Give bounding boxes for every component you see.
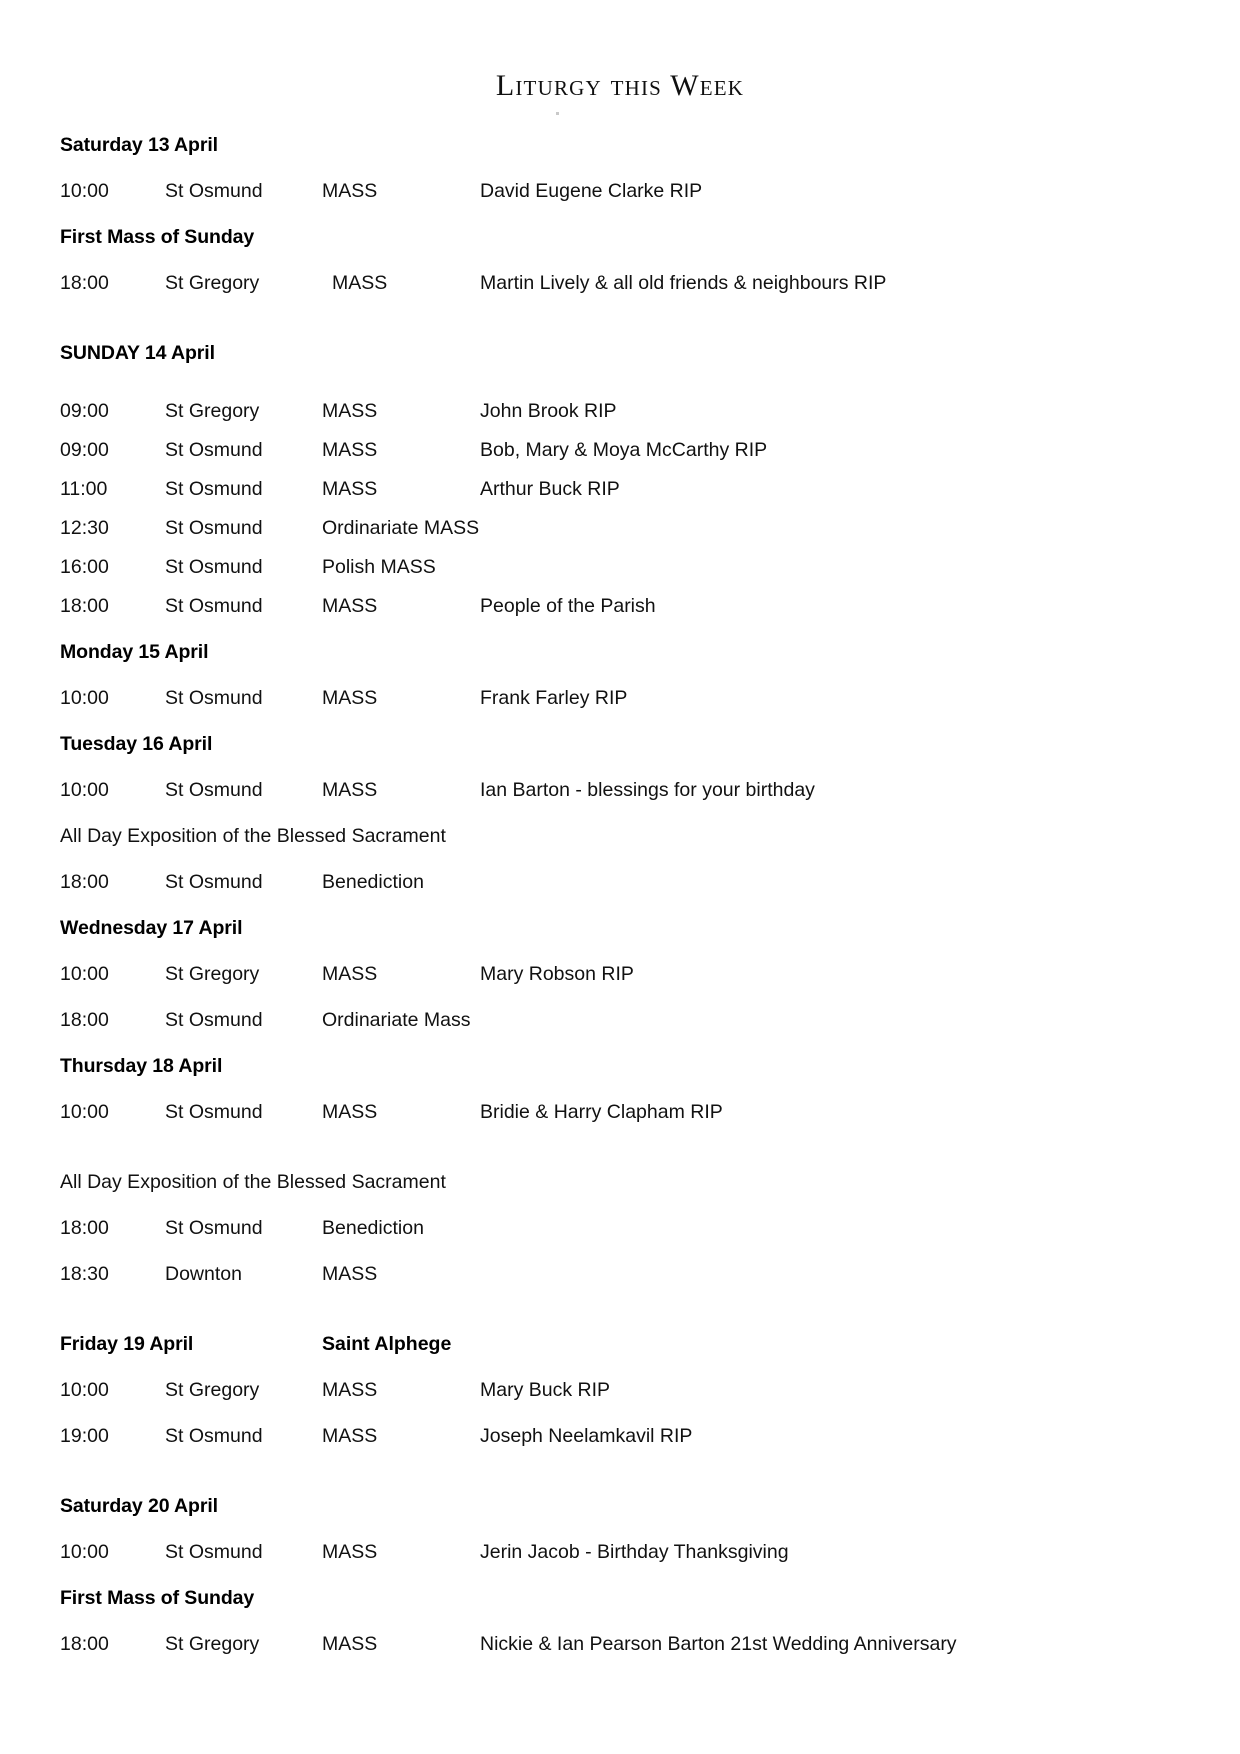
service-type: MASS [332,272,388,294]
service-row [60,1215,1180,1261]
service-type: MASS [322,478,378,500]
service-type: Polish MASS [322,556,436,578]
service-type: Benediction [322,871,424,893]
service-time: 18:00 [60,1009,109,1031]
day-heading-row [60,915,1180,961]
day-heading-row [60,224,1180,270]
day-heading-label: Friday 19 April [60,1333,194,1355]
service-time: 10:00 [60,1379,109,1401]
service-type: MASS [322,1263,378,1285]
service-church: St Osmund [165,1101,263,1123]
service-row [60,1007,1180,1053]
service-time: 10:00 [60,1541,109,1563]
service-time: 10:00 [60,963,109,985]
service-row [60,1631,1180,1677]
service-intention: Joseph Neelamkavil RIP [480,1425,693,1447]
service-row [60,1423,1180,1493]
service-row [60,398,1180,437]
service-time: 18:30 [60,1263,109,1285]
service-time: 16:00 [60,556,109,578]
service-row [60,515,1180,554]
service-church: St Osmund [165,871,263,893]
service-time: 10:00 [60,687,109,709]
service-row [60,685,1180,731]
service-intention: Ian Barton - blessings for your birthday [480,779,815,801]
service-church: St Gregory [165,963,260,985]
schedule-note-row [60,1169,1180,1215]
service-church: St Osmund [165,478,263,500]
service-type: MASS [322,400,378,422]
service-row [60,554,1180,593]
service-time: 09:00 [60,400,109,422]
day-heading-row [60,340,1180,398]
service-church: St Osmund [165,779,263,801]
service-time: 18:00 [60,595,109,617]
service-church: St Gregory [165,400,260,422]
feast-day-label: Saint Alphege [322,1333,452,1355]
service-church: St Osmund [165,180,263,202]
service-church: St Osmund [165,595,263,617]
service-type: MASS [322,779,378,801]
service-row [60,476,1180,515]
service-church: St Osmund [165,1541,263,1563]
day-heading-label: Saturday 13 April [60,134,218,156]
service-time: 19:00 [60,1425,109,1447]
day-heading-label: Wednesday 17 April [60,917,243,939]
day-heading-label: Monday 15 April [60,641,209,663]
service-time: 18:00 [60,1217,109,1239]
service-church: St Osmund [165,439,263,461]
day-heading-row [60,1493,1180,1539]
service-row [60,869,1180,915]
service-intention: Mary Buck RIP [480,1379,611,1401]
service-intention: Martin Lively & all old friends & neighbours RIP [480,272,887,294]
schedule-note-label: All Day Exposition of the Blessed Sacrament [60,1171,446,1193]
service-church: St Gregory [165,1379,260,1401]
service-type: MASS [322,963,378,985]
service-church: St Osmund [165,556,263,578]
service-row [60,270,1180,340]
day-heading-label: Thursday 18 April [60,1055,223,1077]
service-row [60,437,1180,476]
service-time: 12:30 [60,517,109,539]
day-heading-label: Saturday 20 April [60,1495,218,1517]
service-type: MASS [322,1425,378,1447]
service-intention: John Brook RIP [480,400,617,422]
service-row [60,1539,1180,1585]
service-time: 09:00 [60,439,109,461]
service-row [60,961,1180,1007]
service-type: MASS [322,1541,378,1563]
service-intention: Jerin Jacob - Birthday Thanksgiving [480,1541,789,1563]
day-heading-label: First Mass of Sunday [60,226,255,248]
day-heading-label: SUNDAY 14 April [60,342,215,364]
service-time: 10:00 [60,180,109,202]
service-church: St Gregory [165,272,260,294]
service-type: MASS [322,1101,378,1123]
service-type: MASS [322,439,378,461]
service-time: 11:00 [60,478,108,500]
service-type: MASS [322,595,378,617]
service-type: MASS [322,180,378,202]
service-intention: Bob, Mary & Moya McCarthy RIP [480,439,768,461]
service-row [60,593,1180,639]
service-time: 10:00 [60,779,109,801]
service-intention: Frank Farley RIP [480,687,628,709]
service-church: St Osmund [165,1425,263,1447]
service-church: St Osmund [165,1217,263,1239]
day-heading-row [60,1053,1180,1099]
service-intention: Nickie & Ian Pearson Barton 21st Wedding Anniversary [480,1633,957,1655]
service-row [60,178,1180,224]
service-intention: People of the Parish [480,595,656,617]
service-type: Benediction [322,1217,424,1239]
service-type: Ordinariate Mass [322,1009,471,1031]
service-time: 18:00 [60,1633,109,1655]
service-row [60,777,1180,823]
page-title: Liturgy this Week [495,69,745,102]
service-type: Ordinariate MASS [322,517,480,539]
service-intention: Bridie & Harry Clapham RIP [480,1101,723,1123]
service-time: 10:00 [60,1101,109,1123]
service-time: 18:00 [60,272,109,294]
service-intention: Mary Robson RIP [480,963,634,985]
schedule-list [60,132,1180,1677]
service-intention: David Eugene Clarke RIP [480,180,703,202]
service-type: MASS [322,1379,378,1401]
service-row [60,1099,1180,1169]
service-type: MASS [322,687,378,709]
day-heading-label: First Mass of Sunday [60,1587,255,1609]
service-church: St Osmund [165,687,263,709]
service-type: MASS [322,1633,378,1655]
day-heading-row [60,1331,1180,1377]
day-heading-row [60,132,1180,178]
day-heading-row [60,1585,1180,1631]
day-heading-label: Tuesday 16 April [60,733,213,755]
service-intention: Arthur Buck RIP [480,478,620,500]
title-decoration-dot [556,112,559,115]
service-church: St Gregory [165,1633,260,1655]
service-row [60,1261,1180,1331]
service-row [60,1377,1180,1423]
service-church: Downton [165,1263,242,1285]
service-time: 18:00 [60,871,109,893]
day-heading-row [60,639,1180,685]
day-heading-row [60,731,1180,777]
schedule-note-label: All Day Exposition of the Blessed Sacrament [60,825,446,847]
service-church: St Osmund [165,517,263,539]
service-church: St Osmund [165,1009,263,1031]
schedule-note-row [60,823,1180,869]
